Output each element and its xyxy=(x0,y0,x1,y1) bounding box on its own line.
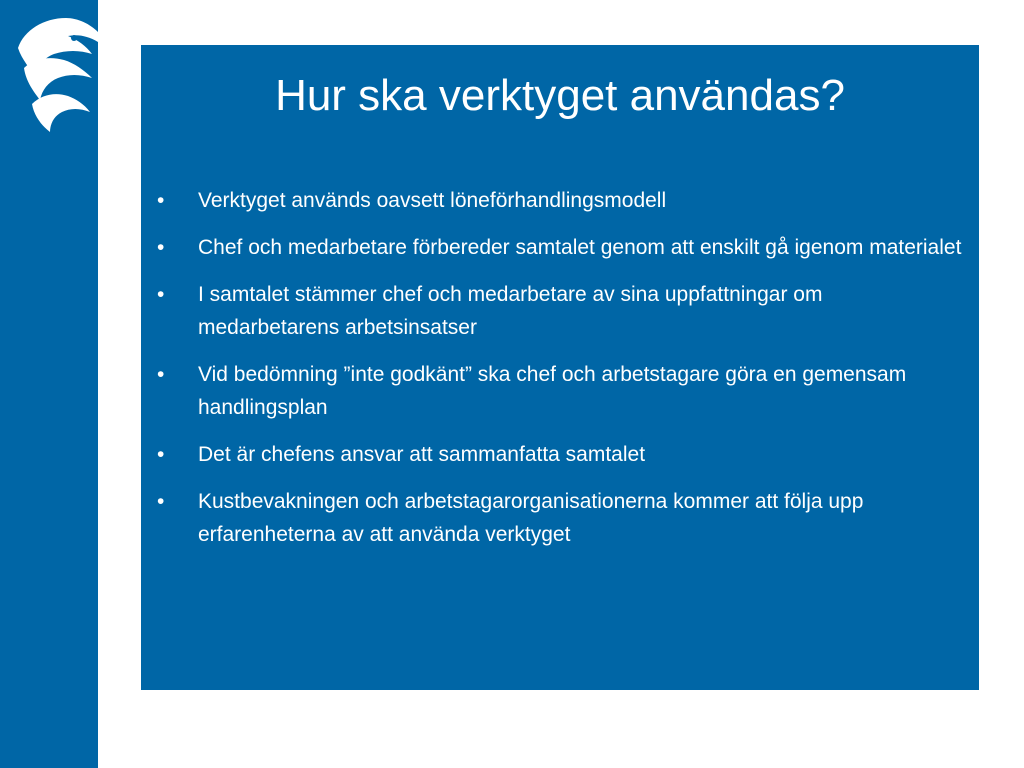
bullet-dot-icon: • xyxy=(157,443,165,466)
bullet-item xyxy=(141,278,979,344)
bullet-text: Chef och medarbetare förbereder samtalet genom att enskilt gå igenom materialet xyxy=(198,236,962,259)
bullet-dot-icon: • xyxy=(157,189,165,212)
bullet-text: Vid bedömning ”inte godkänt” ska chef och arbetstagare göra en gemensam handlingsplan xyxy=(198,363,907,419)
slide-title: Hur ska verktyget användas? xyxy=(275,71,845,120)
bullet-item xyxy=(141,184,979,217)
bullet-item xyxy=(141,231,979,264)
bullet-dot-icon: • xyxy=(157,490,165,513)
bullet-item xyxy=(141,485,979,551)
bullet-item xyxy=(141,358,979,424)
bullet-dot-icon: • xyxy=(157,283,165,306)
content-panel xyxy=(141,45,979,690)
bullet-text: Kustbevakningen och arbetstagarorganisationerna kommer att följa upp erfarenheterna av att använda verktyget xyxy=(198,490,864,546)
bullet-text: I samtalet stämmer chef och medarbetare av sina uppfattningar om medarbetarens arbetsinsatser xyxy=(198,283,823,339)
bullet-list xyxy=(141,184,979,565)
bullet-text: Verktyget används oavsett löneförhandlingsmodell xyxy=(198,189,667,212)
eagle-head-logo-icon xyxy=(4,8,100,138)
bullet-text: Det är chefens ansvar att sammanfatta samtalet xyxy=(198,443,646,466)
bullet-dot-icon: • xyxy=(157,363,165,386)
bullet-item xyxy=(141,438,979,471)
bullet-dot-icon: • xyxy=(157,236,165,259)
